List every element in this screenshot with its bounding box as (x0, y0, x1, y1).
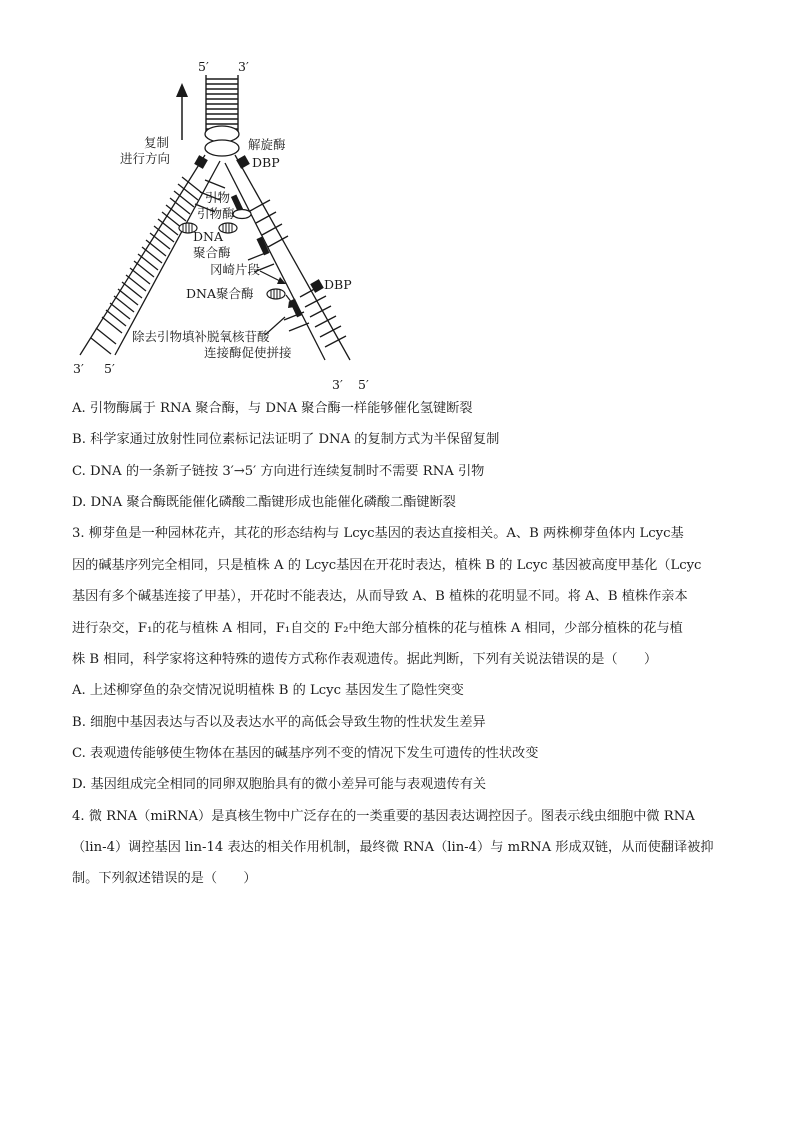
q3-stem-line-5: 株 B 相同，科学家将这种特殊的遗传方式称作表观遗传。据此判断，下列有关说法错误的是（ ） (72, 652, 658, 667)
q2-option-a: A. 引物酶属于 RNA 聚合酶，与 DNA 聚合酶一样能够催化氢键断裂 (72, 401, 473, 416)
remove-primer-label: 除去引物填补脱氧核苷酸 (132, 329, 270, 344)
replication-direction-arrow (176, 83, 188, 140)
q2-option-c: C. DNA 的一条新子链按 3′→5′ 方向进行连续复制时不需要 RNA 引物 (72, 464, 485, 479)
q4-stem-line-2: （lin-4）调控基因 lin-14 表达的相关作用机制，最终微 RNA（lin-4）与 mRNA 形成双链，从而使翻译被抑 (72, 840, 714, 855)
dna-replication-diagram (60, 55, 400, 395)
dbp-top-label: DBP (252, 155, 280, 170)
bottom-left-3-label: 3′ (73, 361, 84, 376)
pointer-arrows (260, 271, 292, 335)
q2-option-d: D. DNA 聚合酶既能催化磷酸二酯键形成也能催化磷酸二酯键断裂 (72, 495, 456, 510)
q3-stem-line-2: 因的碱基序列完全相同，只是植株 A 的 Lcyc基因在开花时表达，植株 B 的 Lcyc 基因被高度甲基化（Lcyc (72, 558, 702, 573)
q2-option-b: B. 科学家通过放射性同位素标记法证明了 DNA 的复制方式为半保留复制 (72, 432, 500, 447)
dna-polymerase-lower (267, 289, 285, 299)
dbp-right-label: DBP (324, 277, 352, 292)
helicase-label: 解旋酶 (248, 137, 286, 152)
replication-fork-svg (60, 55, 400, 395)
dna-pol-label-2: 聚合酶 (193, 245, 231, 260)
primase-ellipse (233, 210, 251, 219)
ligase-label: 连接酶促使拼接 (204, 345, 292, 360)
direction-label-1: 复制 (144, 135, 170, 150)
dbp-top-right (236, 155, 250, 169)
top-3-label: 3′ (238, 59, 249, 74)
q3-option-b: B. 细胞中基因表达与否以及表达水平的高低会导致生物的性状发生差异 (72, 715, 486, 730)
q3-stem-line-4: 进行杂交，F₁的花与植株 A 相同，F₁自交的 F₂中绝大部分植株的花与植株 A 相同，少部分植株的花与植 (72, 621, 683, 636)
helicase-lower (205, 140, 239, 156)
q4-stem-line-1: 4. 微 RNA（miRNA）是真核生物中广泛存在的一类重要的基因表达调控因子。图表示线虫细胞中微 RNA (72, 809, 695, 824)
q3-option-a: A. 上述柳穿鱼的杂交情况说明植株 B 的 Lcyc 基因发生了隐性突变 (72, 683, 464, 698)
q3-option-d: D. 基因组成完全相同的同卵双胞胎具有的微小差异可能与表观遗传有关 (72, 777, 487, 792)
bottom-right-5-label: 5′ (358, 377, 369, 392)
q3-option-c: C. 表观遗传能够使生物体在基因的碱基序列不变的情况下发生可遗传的性状改变 (72, 746, 539, 761)
bottom-right-3-label: 3′ (332, 377, 343, 392)
primer-label: 引物 (205, 190, 231, 205)
okazaki-label: 冈崎片段 (210, 262, 261, 277)
dna-pol-lower-label: DNA聚合酶 (186, 286, 254, 301)
q4-stem-line-3: 制。下列叙述错误的是（ ） (72, 871, 257, 886)
top-5-label: 5′ (198, 59, 209, 74)
direction-label-2: 进行方向 (120, 151, 171, 166)
primase-label: 引物酶 (197, 206, 235, 221)
dbp-left (194, 155, 208, 169)
q3-stem-line-1: 3. 柳芽鱼是一种园林花卉，其花的形态结构与 Lcyc基因的表达直接相关。A、B 两株柳芽鱼体内 Lcyc基 (72, 526, 684, 541)
dna-pol-label-1: DNA (193, 229, 223, 244)
bottom-left-5-label: 5′ (104, 361, 115, 376)
q3-stem-line-3: 基因有多个碱基连接了甲基），开花时不能表达，从而导致 A、B 植株的花明显不同。将 A、B 植株作亲本 (72, 589, 688, 604)
